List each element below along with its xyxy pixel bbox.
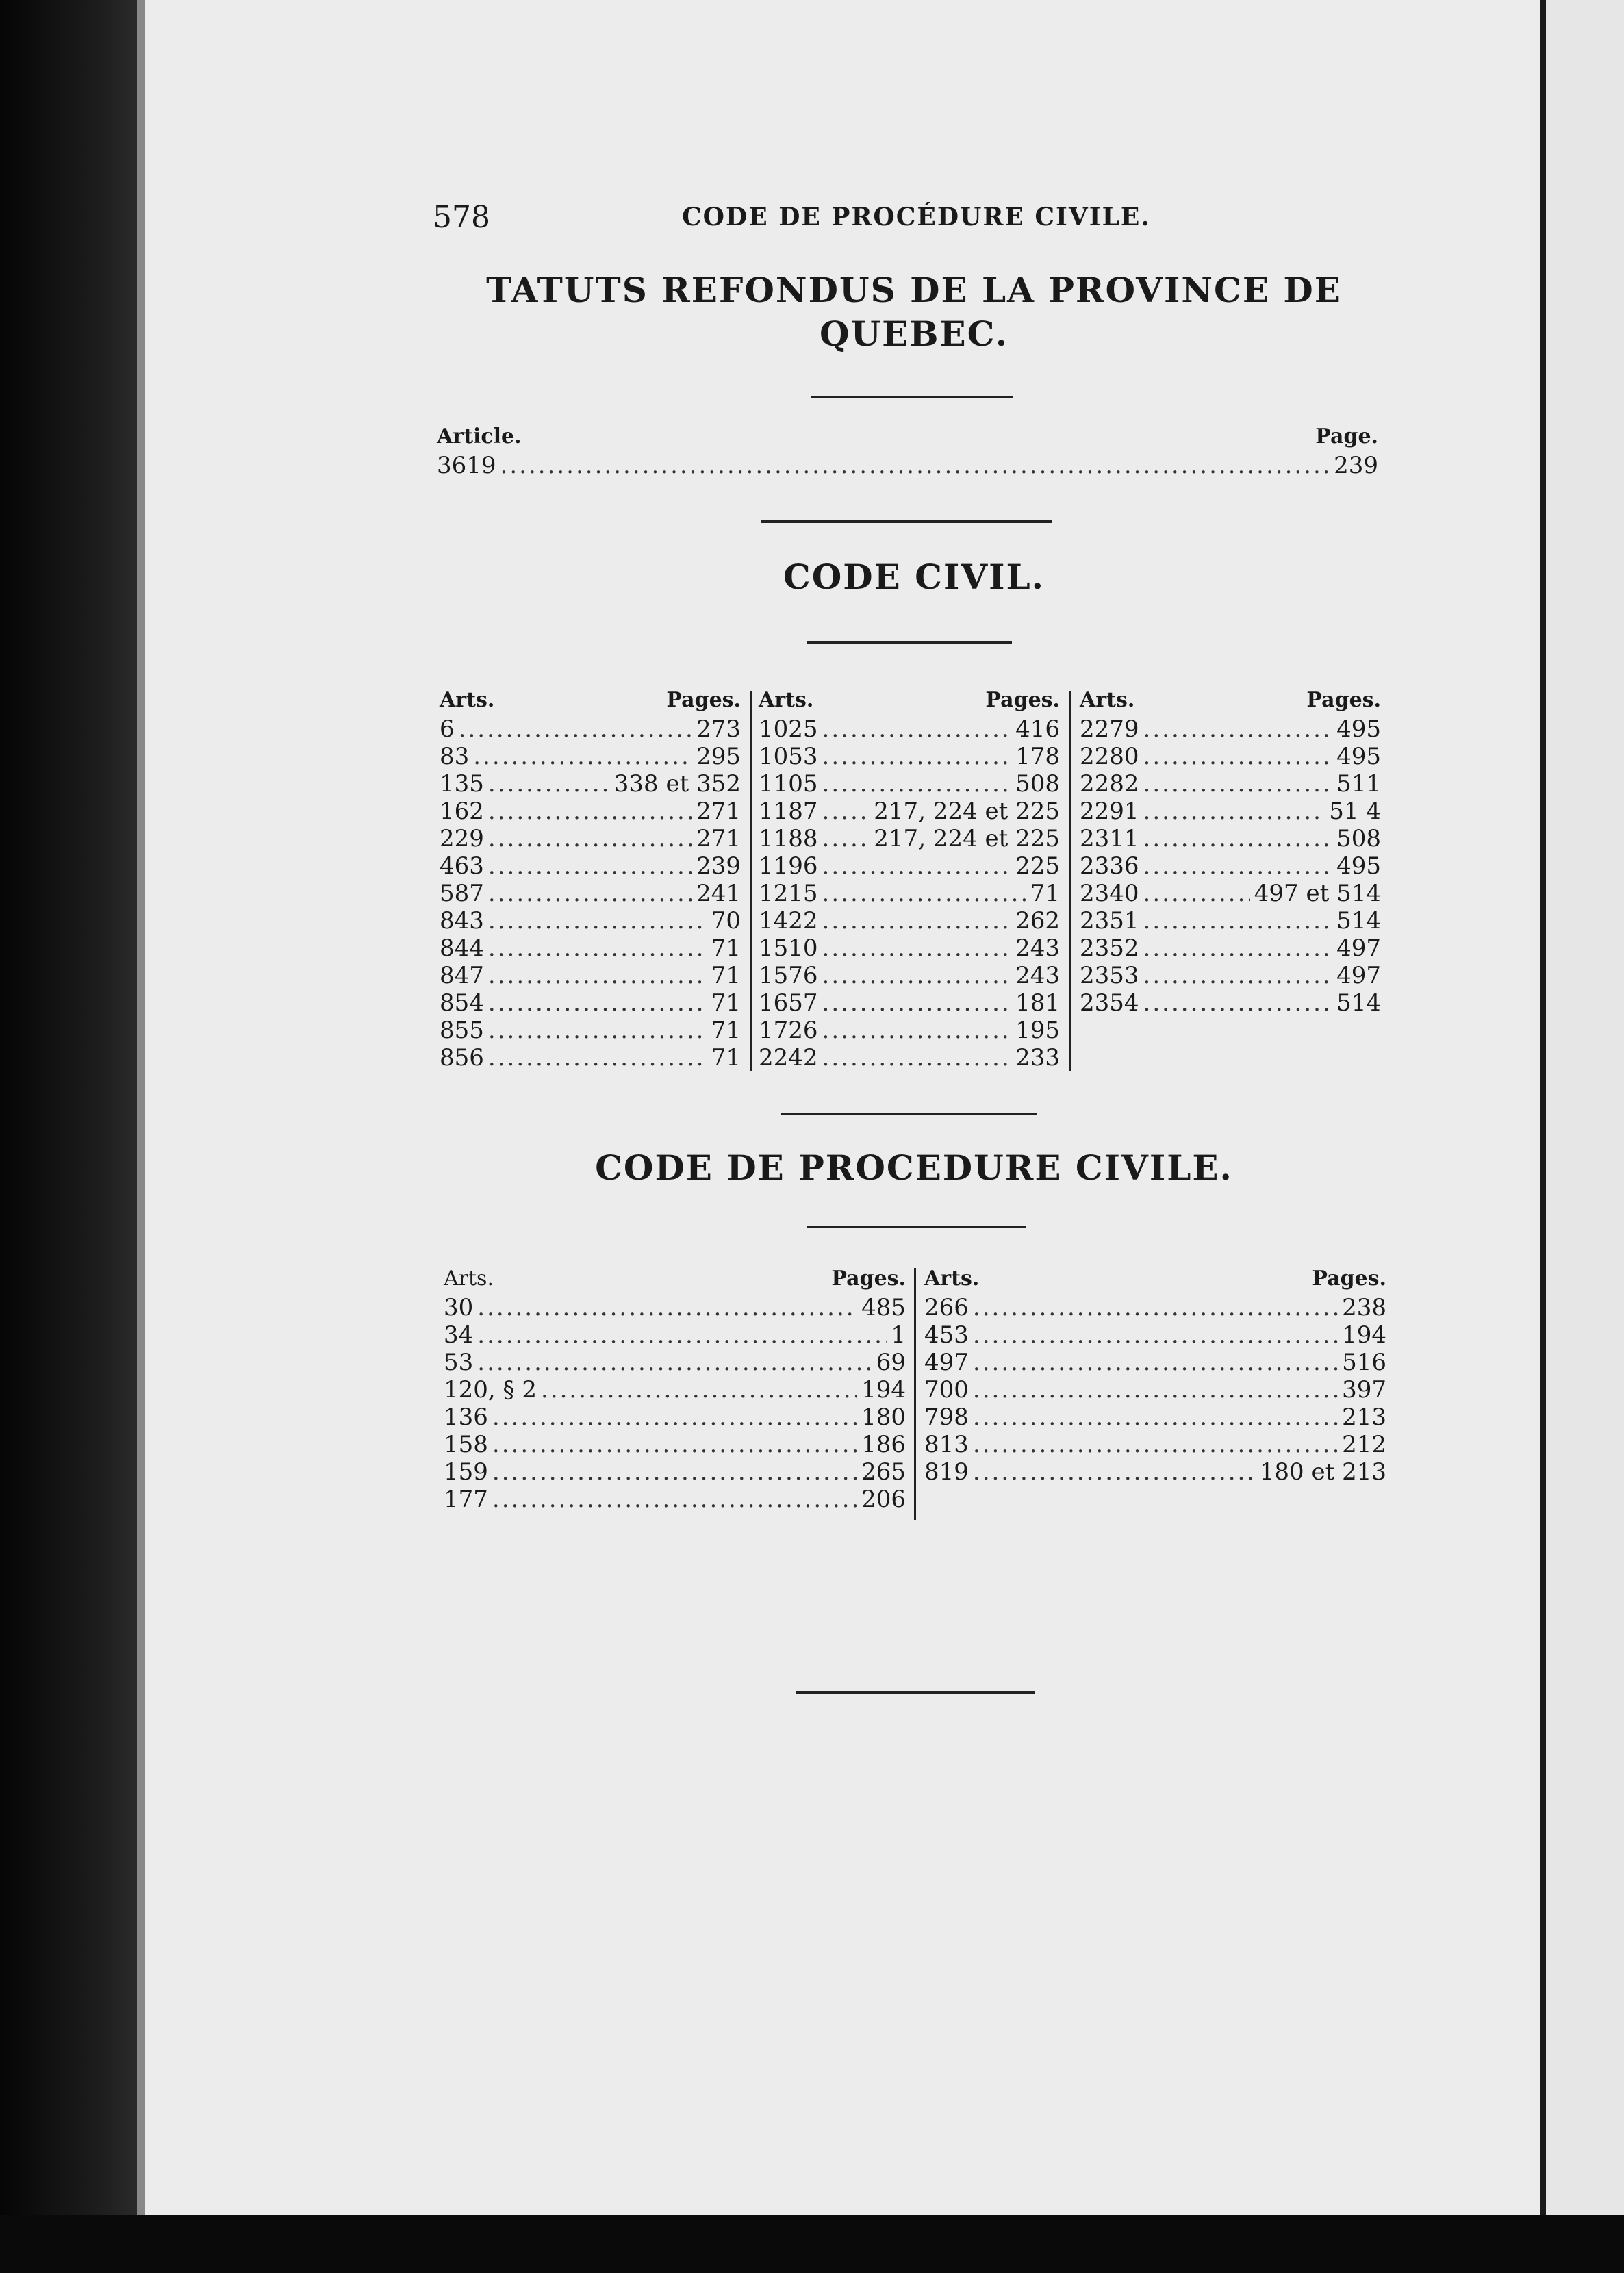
page-reference: 495: [1336, 743, 1381, 770]
article-number: 159: [444, 1458, 488, 1486]
table-row: [1080, 770, 1381, 798]
page-reference: 225: [1015, 852, 1060, 880]
table-row: [759, 962, 1060, 989]
code-civil-title: CODE CIVIL.: [783, 557, 1045, 597]
page-reference: 508: [1336, 825, 1381, 852]
article-number: 229: [440, 825, 484, 852]
table-row: [440, 907, 741, 935]
table-row: [440, 715, 741, 743]
leader-dots: [492, 1404, 857, 1431]
leader-dots: [492, 1458, 857, 1486]
table-row: [1080, 989, 1381, 1017]
article-number: 2336: [1080, 852, 1139, 880]
article-number: 2351: [1080, 907, 1139, 935]
leader-dots: [488, 962, 707, 989]
article-number: 844: [440, 935, 484, 962]
article-number: 843: [440, 907, 484, 935]
page-reference: 497 et 514: [1254, 880, 1381, 907]
article-number: 2242: [759, 1044, 818, 1071]
table-row: [759, 798, 1060, 825]
leader-dots: [973, 1294, 1338, 1321]
section-rule: [761, 520, 1052, 523]
table-row: [440, 880, 741, 907]
table-row: [759, 935, 1060, 962]
page-reference: 233: [1015, 1044, 1060, 1071]
page-reference: 71: [1030, 880, 1060, 907]
article-number: 135: [440, 770, 484, 798]
article-number: 1657: [759, 989, 818, 1017]
leader-dots: [1143, 715, 1333, 743]
code-civil-column-3: [1080, 688, 1381, 1071]
leader-dots: [822, 715, 1012, 743]
leader-dots: [1143, 798, 1325, 825]
page-reference: 485: [861, 1294, 906, 1321]
statuts-header: [437, 424, 1378, 452]
leader-dots: [822, 989, 1012, 1017]
page-reference: 497: [1336, 962, 1381, 989]
page-reference: 238: [1342, 1294, 1386, 1321]
table-row: [440, 1044, 741, 1071]
table-row: [440, 743, 741, 770]
table-row: [440, 1017, 741, 1044]
column-divider: [1069, 691, 1071, 1071]
article-number: 162: [440, 798, 484, 825]
page-reference: 71: [711, 1044, 741, 1071]
article-number: 700: [924, 1376, 969, 1404]
table-row: [440, 852, 741, 880]
leader-dots: [822, 770, 1012, 798]
page-reference: 217, 224 et 225: [874, 798, 1060, 825]
article-number: 819: [924, 1458, 969, 1486]
column-header: [1080, 688, 1381, 715]
page-reference: 262: [1015, 907, 1060, 935]
article-number: 497: [924, 1349, 969, 1376]
page-number: 578: [433, 200, 490, 235]
code-procedure-column-1: [444, 1267, 906, 1527]
leader-dots: [488, 852, 692, 880]
article-number: 1053: [759, 743, 818, 770]
leader-dots: [822, 825, 870, 852]
page-reference: 508: [1015, 770, 1060, 798]
page-reference: 180 et 213: [1259, 1458, 1386, 1486]
article-number: 1576: [759, 962, 818, 989]
leader-dots: [477, 1349, 872, 1376]
page-reference: 239: [696, 852, 741, 880]
table-row: [1080, 715, 1381, 743]
page-reference: 51 4: [1329, 798, 1381, 825]
table-row: [759, 715, 1060, 743]
page-reference: 213: [1342, 1404, 1386, 1431]
page-reference: 497: [1336, 935, 1381, 962]
leader-dots: [822, 852, 1012, 880]
table-row: [924, 1321, 1386, 1349]
article-number: 2353: [1080, 962, 1139, 989]
section-rule: [807, 641, 1012, 644]
page-reference: 273: [696, 715, 741, 743]
header-article: Article.: [437, 424, 522, 448]
leader-dots: [488, 770, 610, 798]
header-pages: Pages.: [831, 1267, 906, 1291]
table-row: [924, 1294, 1386, 1321]
article-number: 53: [444, 1349, 474, 1376]
article-number: 1196: [759, 852, 818, 880]
header-arts: Arts.: [444, 1267, 494, 1291]
leader-dots: [488, 989, 707, 1017]
leader-dots: [500, 452, 1330, 479]
article-number: 2311: [1080, 825, 1139, 852]
leader-dots: [459, 715, 692, 743]
leader-dots: [973, 1458, 1256, 1486]
article-number: 2279: [1080, 715, 1139, 743]
page-reference: 514: [1336, 907, 1381, 935]
header-pages: Pages.: [666, 688, 741, 712]
table-row: [444, 1349, 906, 1376]
leader-dots: [822, 798, 870, 825]
column-header: [924, 1267, 1386, 1294]
article-number: 2340: [1080, 880, 1139, 907]
leader-dots: [488, 880, 692, 907]
article-number: 854: [440, 989, 484, 1017]
page-reference: 295: [696, 743, 741, 770]
closing-rule: [796, 1691, 1035, 1694]
article-number: 2280: [1080, 743, 1139, 770]
article-number: 6: [440, 715, 455, 743]
table-row: [440, 798, 741, 825]
page-reference: 180: [861, 1404, 906, 1431]
table-row: [1080, 825, 1381, 852]
table-row: [924, 1458, 1386, 1486]
code-procedure-column-2: [924, 1267, 1386, 1527]
page-reference: 206: [861, 1486, 906, 1513]
article-number: 813: [924, 1431, 969, 1458]
page-reference: 181: [1015, 989, 1060, 1017]
page-reference: 71: [711, 989, 741, 1017]
table-row: [1080, 798, 1381, 825]
leader-dots: [488, 1044, 707, 1071]
table-row: [444, 1294, 906, 1321]
page-reference: 71: [711, 935, 741, 962]
page-reference: 1: [891, 1321, 906, 1349]
table-row: [440, 935, 741, 962]
table-row: [444, 1321, 906, 1349]
page-reference: 416: [1015, 715, 1060, 743]
table-row: [1080, 880, 1381, 907]
leader-dots: [973, 1349, 1338, 1376]
leader-dots: [973, 1404, 1338, 1431]
leader-dots: [492, 1486, 857, 1513]
header-pages: Pages.: [1312, 1267, 1386, 1291]
article-number: 798: [924, 1404, 969, 1431]
article-number: 1215: [759, 880, 818, 907]
section-rule: [781, 1113, 1037, 1115]
leader-dots: [822, 1017, 1012, 1044]
leader-dots: [1143, 852, 1333, 880]
page-reference: 495: [1336, 715, 1381, 743]
article-number: 1422: [759, 907, 818, 935]
leader-dots: [973, 1376, 1338, 1404]
table-row: [440, 825, 741, 852]
page-reference: 516: [1342, 1349, 1386, 1376]
article-number: 136: [444, 1404, 488, 1431]
page-reference: 71: [711, 1017, 741, 1044]
table-row: [924, 1404, 1386, 1431]
table-row: [924, 1431, 1386, 1458]
article-number: 177: [444, 1486, 488, 1513]
header-page: Page.: [1315, 424, 1378, 448]
table-row: [440, 962, 741, 989]
page-reference: 243: [1015, 935, 1060, 962]
page-reference: 397: [1342, 1376, 1386, 1404]
table-row: [444, 1431, 906, 1458]
article-number: 30: [444, 1294, 474, 1321]
article-number: 855: [440, 1017, 484, 1044]
scan-margin: [0, 0, 137, 2273]
statuts-title-line1: TATUTS REFONDUS DE LA PROVINCE DE: [486, 270, 1342, 310]
article-number: 587: [440, 880, 484, 907]
column-header: [440, 688, 741, 715]
article-number: 1726: [759, 1017, 818, 1044]
leader-dots: [492, 1431, 857, 1458]
table-row: [444, 1458, 906, 1486]
page-reference: 511: [1336, 770, 1381, 798]
leader-dots: [1143, 880, 1250, 907]
article-number: 1510: [759, 935, 818, 962]
leader-dots: [973, 1321, 1338, 1349]
table-row: [1080, 962, 1381, 989]
page-reference: 195: [1015, 1017, 1060, 1044]
leader-dots: [822, 935, 1012, 962]
table-row: [440, 770, 741, 798]
page-reference: 69: [876, 1349, 906, 1376]
table-row: [759, 852, 1060, 880]
leader-dots: [822, 743, 1012, 770]
page-reference: 71: [711, 962, 741, 989]
table-row: [759, 743, 1060, 770]
page-reference: 514: [1336, 989, 1381, 1017]
article-number: 1025: [759, 715, 818, 743]
page-reference: 217, 224 et 225: [874, 825, 1060, 852]
table-row: [1080, 743, 1381, 770]
page-reference: 338 et 352: [613, 770, 741, 798]
leader-dots: [477, 1321, 887, 1349]
article-number: 1187: [759, 798, 818, 825]
table-row: [759, 880, 1060, 907]
leader-dots: [488, 1017, 707, 1044]
page-reference: 186: [861, 1431, 906, 1458]
facing-page-edge: [1540, 0, 1624, 2218]
header-pages: Pages.: [985, 688, 1060, 712]
header-arts: Arts.: [1080, 688, 1135, 712]
code-civil-column-2: [759, 688, 1060, 1071]
leader-dots: [477, 1294, 857, 1321]
header-pages: Pages.: [1306, 688, 1381, 712]
column-header: [444, 1267, 906, 1294]
table-row: [1080, 935, 1381, 962]
article-number: 2282: [1080, 770, 1139, 798]
page-reference: 271: [696, 798, 741, 825]
leader-dots: [488, 907, 707, 935]
section-rule: [811, 396, 1013, 398]
section-rule: [807, 1226, 1026, 1228]
table-row: [759, 770, 1060, 798]
article-number: 2354: [1080, 989, 1139, 1017]
leader-dots: [1143, 743, 1333, 770]
scan-bottom-edge: [0, 2215, 1624, 2273]
leader-dots: [488, 825, 692, 852]
article-number: 463: [440, 852, 484, 880]
leader-dots: [822, 1044, 1012, 1071]
article-number: 83: [440, 743, 470, 770]
statuts-title-line2: QUEBEC.: [820, 314, 1008, 354]
statuts-table: [437, 424, 1378, 486]
column-divider: [750, 691, 752, 1071]
table-row: [759, 825, 1060, 852]
leader-dots: [1143, 825, 1333, 852]
table-row: [924, 1376, 1386, 1404]
table-row: [1080, 907, 1381, 935]
code-procedure-title: CODE DE PROCEDURE CIVILE.: [595, 1147, 1233, 1188]
table-row: [1080, 852, 1381, 880]
page-reference: 239: [1334, 452, 1378, 479]
table-row: [440, 989, 741, 1017]
table-row: [444, 1404, 906, 1431]
code-civil-column-1: [440, 688, 741, 1071]
article-number: 2291: [1080, 798, 1139, 825]
article-number: 1105: [759, 770, 818, 798]
page-reference: 241: [696, 880, 741, 907]
leader-dots: [822, 962, 1012, 989]
header-arts: Arts.: [924, 1267, 980, 1291]
table-row: [444, 1376, 906, 1404]
table-row: [759, 1044, 1060, 1071]
article-number: 120, § 2: [444, 1376, 537, 1404]
page-reference: 271: [696, 825, 741, 852]
table-row: [759, 989, 1060, 1017]
leader-dots: [1143, 770, 1333, 798]
header-arts: Arts.: [440, 688, 495, 712]
table-row: [924, 1349, 1386, 1376]
table-row: [759, 1017, 1060, 1044]
page-reference: 194: [861, 1376, 906, 1404]
article-number: 158: [444, 1431, 488, 1458]
article-number: 856: [440, 1044, 484, 1071]
page-reference: 212: [1342, 1431, 1386, 1458]
table-row: [444, 1486, 906, 1513]
page-reference: 178: [1015, 743, 1060, 770]
article-number: 847: [440, 962, 484, 989]
leader-dots: [822, 907, 1012, 935]
leader-dots: [488, 798, 692, 825]
page-reference: 243: [1015, 962, 1060, 989]
article-number: 3619: [437, 452, 496, 479]
leader-dots: [822, 880, 1026, 907]
article-number: 453: [924, 1321, 969, 1349]
leader-dots: [473, 743, 692, 770]
running-head-title: CODE DE PROCÉDURE CIVILE.: [682, 203, 1151, 231]
leader-dots: [1143, 962, 1333, 989]
leader-dots: [541, 1376, 857, 1404]
leader-dots: [488, 935, 707, 962]
leader-dots: [973, 1431, 1338, 1458]
page-reference: 265: [861, 1458, 906, 1486]
column-header: [759, 688, 1060, 715]
leader-dots: [1143, 907, 1333, 935]
article-number: 2352: [1080, 935, 1139, 962]
page-reference: 70: [711, 907, 741, 935]
page-reference: 194: [1342, 1321, 1386, 1349]
page-reference: 495: [1336, 852, 1381, 880]
header-arts: Arts.: [759, 688, 814, 712]
table-row: [759, 907, 1060, 935]
leader-dots: [1143, 935, 1333, 962]
article-number: 34: [444, 1321, 474, 1349]
leader-dots: [1143, 989, 1333, 1017]
article-number: 1188: [759, 825, 818, 852]
article-number: 266: [924, 1294, 969, 1321]
table-row: [437, 452, 1378, 479]
column-divider: [914, 1268, 916, 1520]
